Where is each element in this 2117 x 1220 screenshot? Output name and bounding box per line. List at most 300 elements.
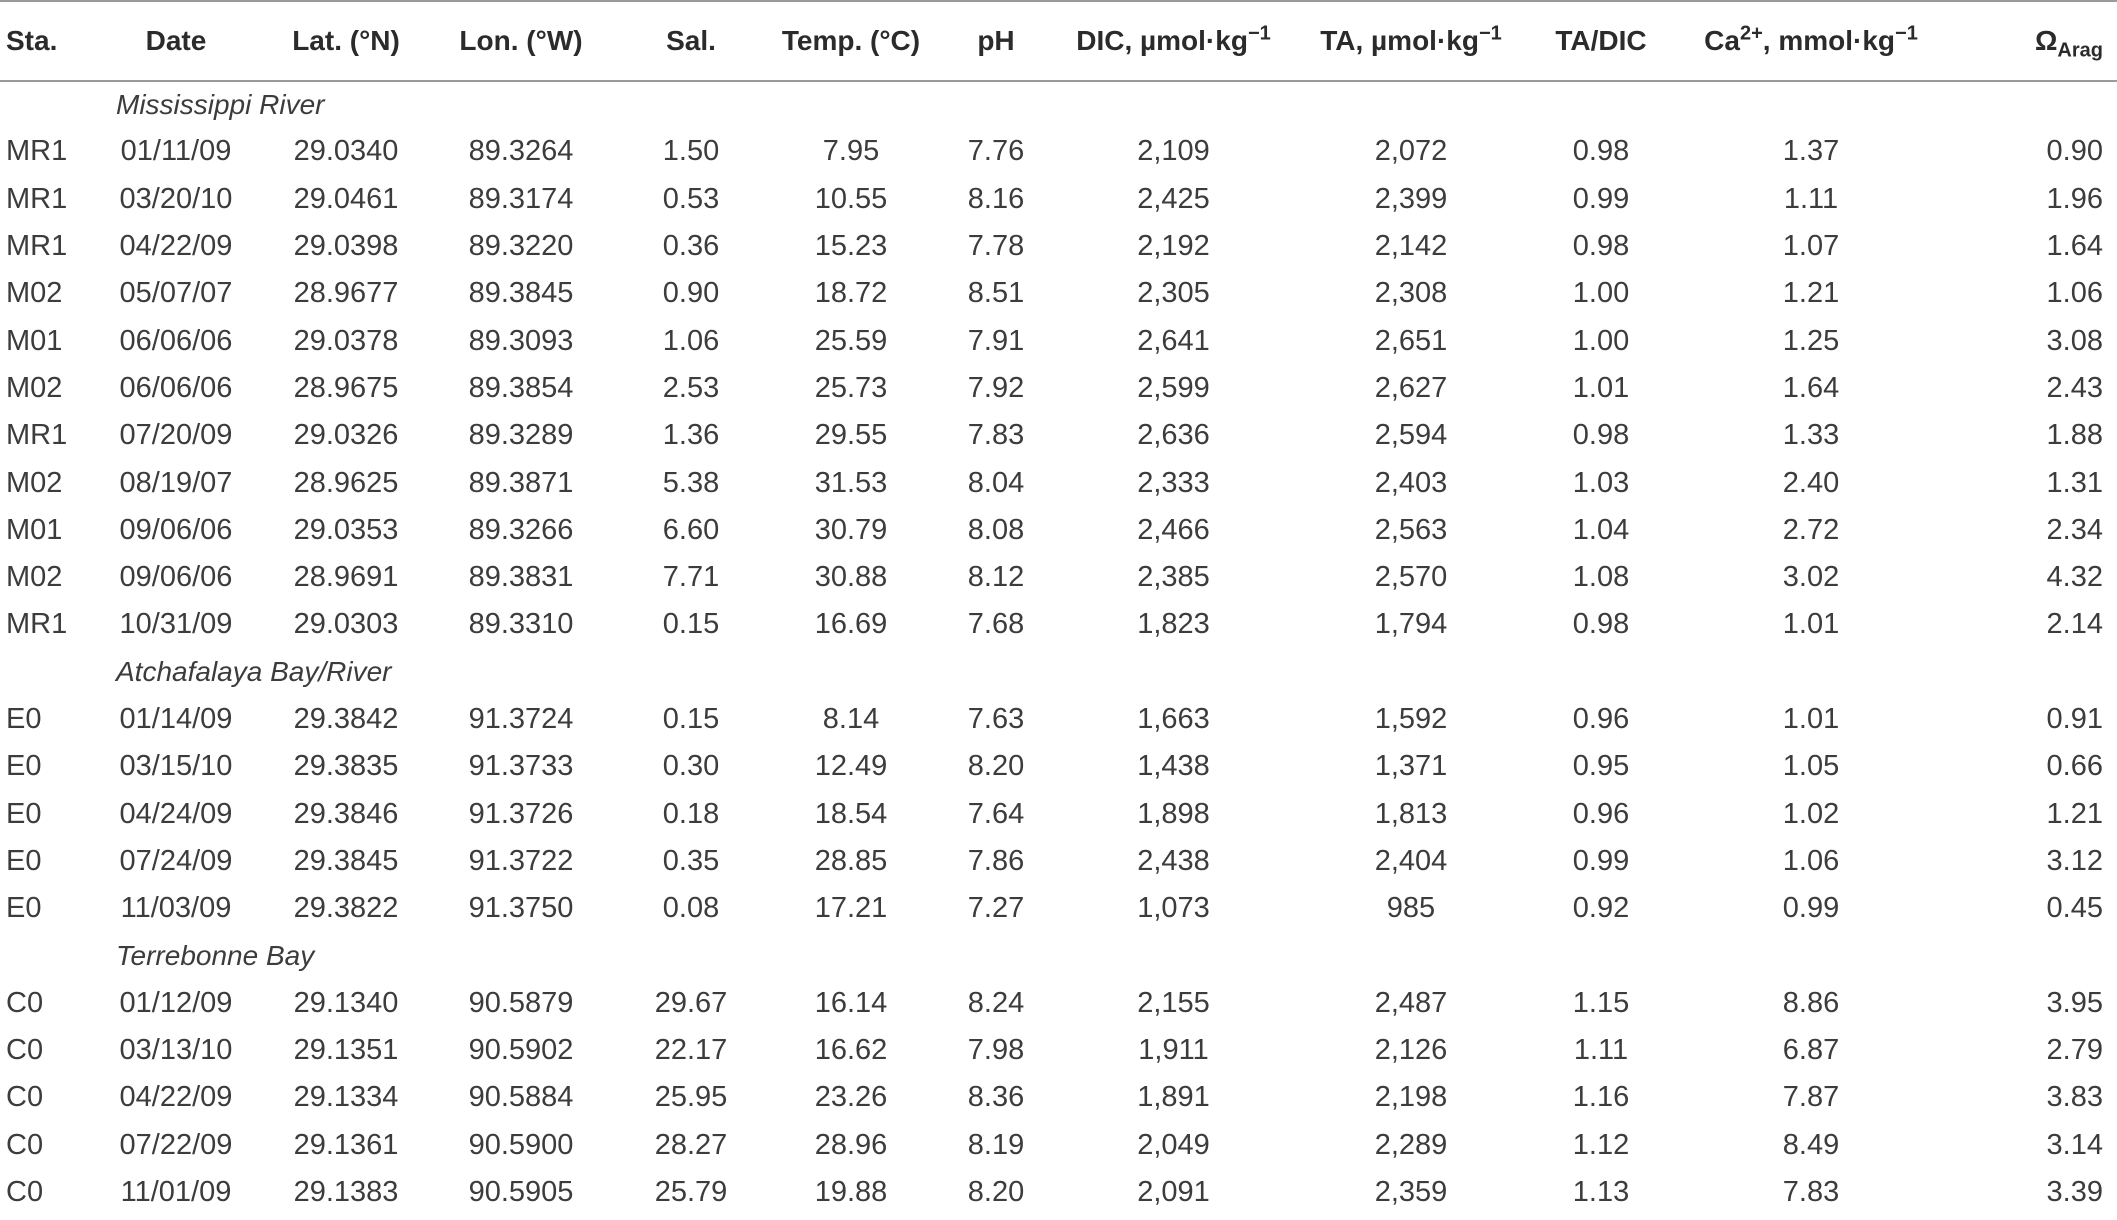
cell-date: 04/22/09	[119, 1081, 233, 1114]
cell-temp: 16.62	[814, 1034, 888, 1067]
cell-date: 07/20/09	[119, 419, 233, 452]
cell-ta-dic: 0.98	[1572, 230, 1630, 263]
header-dic	[1056, 1, 1291, 81]
cell-dic: 2,305	[1137, 277, 1210, 310]
cell-temp: 17.21	[814, 892, 888, 925]
cell-sta: C0	[6, 986, 44, 1019]
cell-lon: 89.3831	[468, 561, 574, 594]
cell-lat: 29.3846	[293, 797, 399, 830]
header-ca	[1671, 1, 1951, 81]
header-date	[86, 1, 266, 81]
header-ta-dic-text: TA/DIC	[1555, 25, 1647, 56]
cell-sta: MR1	[6, 419, 68, 452]
cell-lat: 29.3822	[293, 892, 399, 925]
header-ta	[1291, 1, 1531, 81]
section-row	[0, 649, 2117, 696]
table-row	[0, 365, 2117, 412]
cell-ta: 2,399	[1374, 182, 1448, 215]
cell-omega-arag: 3.14	[2046, 1128, 2103, 1161]
cell-ta-dic: 1.08	[1572, 561, 1630, 594]
cell-ta: 1,813	[1374, 797, 1448, 830]
cell-date: 11/01/09	[120, 1175, 232, 1208]
cell-lon: 91.3750	[468, 892, 574, 925]
cell-ta: 2,308	[1374, 277, 1448, 310]
section-spacer	[0, 932, 86, 979]
cell-date: 01/14/09	[119, 703, 233, 735]
cell-temp: 30.88	[814, 561, 888, 594]
cell-date: 03/15/10	[119, 750, 233, 783]
cell-lat: 28.9691	[293, 561, 399, 594]
cell-omega-arag: 3.83	[2046, 1081, 2103, 1114]
table-row	[0, 885, 2117, 932]
table-row	[0, 270, 2117, 317]
cell-dic: 1,663	[1137, 703, 1210, 735]
cell-ta-dic: 0.99	[1572, 182, 1630, 215]
cell-ca: 8.49	[1782, 1128, 1840, 1161]
cell-sal: 22.17	[654, 1034, 728, 1067]
cell-sal: 7.71	[662, 561, 720, 594]
section-title: Mississippi River	[116, 89, 325, 121]
cell-ta-dic: 1.03	[1572, 466, 1630, 499]
table-row	[0, 696, 2117, 743]
cell-ph: 8.24	[967, 986, 1025, 1019]
cell-ta-dic: 0.99	[1572, 844, 1630, 877]
header-lon-text: Lon. (°W)	[459, 25, 583, 56]
cell-temp: 19.88	[814, 1175, 888, 1208]
cell-lat: 29.0378	[293, 324, 399, 357]
table-row	[0, 1122, 2117, 1169]
cell-dic: 2,192	[1137, 230, 1210, 263]
cell-date: 04/24/09	[119, 797, 233, 830]
header-omega-arag-text: Ω	[2034, 25, 2058, 56]
cell-date: 04/22/09	[119, 230, 233, 263]
cell-temp: 31.53	[814, 466, 888, 499]
cell-lon: 89.3220	[468, 230, 574, 263]
cell-ta: 2,563	[1374, 513, 1448, 546]
cell-sta: M02	[6, 561, 63, 594]
cell-ta: 1,794	[1374, 608, 1448, 641]
cell-omega-arag: 0.66	[2046, 750, 2103, 783]
cell-lon: 89.3093	[468, 324, 574, 357]
cell-dic: 1,438	[1137, 750, 1210, 783]
cell-ta-dic: 1.15	[1572, 986, 1630, 1019]
cell-ca: 1.37	[1782, 135, 1840, 168]
header-lon	[426, 1, 616, 81]
cell-lat: 29.3845	[293, 844, 399, 877]
table-row	[0, 554, 2117, 601]
cell-ta-dic: 0.95	[1572, 750, 1630, 783]
cell-ta: 2,072	[1374, 135, 1448, 168]
cell-lon: 91.3726	[468, 797, 574, 830]
cell-ph: 8.16	[967, 182, 1025, 215]
cell-ta-dic: 0.96	[1572, 703, 1630, 735]
cell-ta-dic: 0.96	[1572, 797, 1630, 830]
cell-omega-arag: 2.43	[2046, 371, 2103, 404]
cell-sta: E0	[6, 750, 42, 783]
cell-ta-dic: 0.98	[1572, 608, 1630, 641]
cell-sal: 0.08	[662, 892, 720, 925]
cell-lon: 89.3174	[468, 182, 574, 215]
cell-temp: 8.14	[822, 703, 880, 735]
header-date-text: Date	[145, 25, 207, 56]
cell-sal: 0.53	[662, 182, 720, 215]
cell-sta: MR1	[6, 608, 68, 641]
cell-temp: 18.72	[814, 277, 888, 310]
table-row	[0, 317, 2117, 364]
cell-sta: M02	[6, 277, 63, 310]
header-sal	[616, 1, 766, 81]
cell-ca: 0.99	[1782, 892, 1840, 925]
table-row	[0, 412, 2117, 459]
cell-ta-dic: 0.98	[1572, 135, 1630, 168]
cell-date: 09/06/06	[119, 561, 233, 594]
cell-ph: 8.20	[967, 750, 1025, 783]
cell-ph: 8.36	[967, 1081, 1025, 1114]
cell-ph: 8.04	[967, 466, 1025, 499]
cell-temp: 25.59	[814, 324, 888, 357]
cell-ca: 2.72	[1782, 513, 1840, 546]
cell-sta: MR1	[6, 230, 68, 263]
cell-date: 05/07/07	[119, 277, 233, 310]
cell-sta: M01	[6, 513, 63, 546]
cell-lon: 89.3845	[468, 277, 574, 310]
header-ca-sup: −1	[1895, 22, 1918, 45]
cell-ca: 1.06	[1782, 844, 1840, 877]
cell-sta: E0	[6, 703, 42, 735]
cell-sta: C0	[6, 1081, 44, 1114]
cell-date: 07/22/09	[119, 1128, 233, 1161]
cell-temp: 16.14	[814, 986, 888, 1019]
cell-dic: 1,898	[1137, 797, 1210, 830]
cell-date: 06/06/06	[119, 371, 233, 404]
cell-ph: 7.76	[967, 135, 1025, 168]
header-sal-text: Sal.	[666, 25, 716, 56]
cell-ca: 1.05	[1782, 750, 1840, 783]
cell-sta: E0	[6, 844, 42, 877]
cell-dic: 1,911	[1138, 1034, 1209, 1067]
cell-lon: 89.3264	[468, 135, 574, 168]
cell-omega-arag: 2.14	[2046, 608, 2103, 641]
table-row	[0, 980, 2117, 1027]
cell-ta: 2,627	[1374, 371, 1448, 404]
cell-ph: 7.64	[967, 797, 1025, 830]
cell-date: 03/20/10	[119, 182, 233, 215]
section-row	[0, 81, 2117, 128]
cell-ca: 7.83	[1782, 1175, 1840, 1208]
cell-sal: 2.53	[662, 371, 720, 404]
cell-omega-arag: 3.08	[2046, 324, 2103, 357]
cell-date: 08/19/07	[119, 466, 233, 499]
cell-ta: 2,198	[1374, 1081, 1448, 1114]
header-temp-text: Temp. (°C)	[781, 25, 921, 56]
cell-lon: 91.3733	[468, 750, 574, 783]
cell-ca: 1.64	[1782, 371, 1840, 404]
table-row	[0, 1074, 2117, 1121]
cell-ta: 2,142	[1374, 230, 1448, 263]
cell-lon: 90.5900	[468, 1128, 574, 1161]
cell-lat: 29.0326	[293, 419, 399, 452]
cell-sal: 5.38	[662, 466, 720, 499]
cell-ta-dic: 1.04	[1572, 513, 1630, 546]
cell-ta-dic: 1.16	[1572, 1081, 1630, 1114]
table-row	[0, 459, 2117, 506]
header-dic-sup: −1	[1247, 22, 1271, 45]
cell-lat: 29.0340	[293, 135, 399, 168]
cell-sal: 28.27	[654, 1128, 728, 1161]
cell-sal: 1.50	[662, 135, 720, 168]
cell-sta: C0	[6, 1128, 44, 1161]
cell-ta-dic: 1.00	[1572, 277, 1630, 310]
cell-dic: 2,641	[1137, 324, 1210, 357]
cell-ph: 7.98	[967, 1034, 1025, 1067]
header-ca-prefix-sup: 2+	[1739, 22, 1763, 45]
cell-ca: 7.87	[1782, 1081, 1840, 1114]
cell-ta: 2,594	[1374, 419, 1448, 452]
cell-lat: 28.9625	[293, 466, 399, 499]
cell-temp: 10.55	[814, 182, 888, 215]
cell-omega-arag: 2.34	[2046, 513, 2103, 546]
cell-ph: 8.51	[967, 277, 1025, 310]
cell-lon: 89.3266	[468, 513, 574, 546]
cell-ph: 7.27	[967, 892, 1025, 925]
cell-lat: 29.1361	[293, 1128, 399, 1161]
table-body	[0, 81, 2117, 1216]
header-lat-text: Lat. (°N)	[292, 25, 400, 56]
cell-sal: 0.30	[662, 750, 720, 783]
cell-sta: M01	[6, 324, 63, 357]
cell-lon: 90.5902	[468, 1034, 574, 1067]
cell-omega-arag: 1.06	[2046, 277, 2103, 310]
cell-sta: C0	[6, 1034, 44, 1067]
header-ph	[936, 1, 1056, 81]
cell-dic: 2,385	[1137, 561, 1210, 594]
cell-date: 10/31/09	[119, 608, 233, 641]
cell-ca: 8.86	[1782, 986, 1840, 1019]
cell-omega-arag: 2.79	[2046, 1034, 2103, 1067]
section-spacer	[0, 649, 86, 696]
cell-temp: 12.49	[814, 750, 888, 783]
cell-date: 07/24/09	[119, 844, 233, 877]
cell-ta-dic: 1.11	[1573, 1034, 1629, 1067]
cell-sta: E0	[6, 892, 42, 925]
cell-temp: 30.79	[814, 513, 888, 546]
cell-sal: 0.15	[662, 703, 720, 735]
cell-temp: 15.23	[814, 230, 888, 263]
cell-ph: 7.86	[967, 844, 1025, 877]
cell-ta: 1,592	[1374, 703, 1448, 735]
cell-sta: MR1	[6, 135, 68, 168]
cell-omega-arag: 1.96	[2046, 182, 2103, 215]
cell-dic: 2,636	[1137, 419, 1210, 452]
cell-ta: 2,487	[1374, 986, 1448, 1019]
cell-lat: 29.3835	[293, 750, 399, 783]
cell-dic: 2,049	[1137, 1128, 1210, 1161]
cell-ta-dic: 1.00	[1572, 324, 1630, 357]
cell-dic: 2,599	[1137, 371, 1210, 404]
cell-ph: 7.91	[967, 324, 1025, 357]
table-row	[0, 790, 2117, 837]
table-header	[0, 1, 2117, 81]
cell-ca: 1.07	[1782, 230, 1840, 263]
header-omega-arag-sub: Arag	[2057, 39, 2103, 62]
cell-dic: 2,333	[1137, 466, 1210, 499]
cell-sta: M02	[6, 371, 63, 404]
cell-temp: 25.73	[814, 371, 888, 404]
cell-ta: 2,126	[1374, 1034, 1448, 1067]
cell-ta: 2,404	[1374, 844, 1448, 877]
cell-ca: 1.01	[1782, 703, 1840, 735]
cell-sta: E0	[6, 797, 42, 830]
cell-ca: 1.11	[1783, 182, 1839, 215]
cell-lon: 91.3722	[468, 844, 574, 877]
cell-ta-dic: 1.13	[1572, 1175, 1630, 1208]
cell-lat: 29.3842	[293, 703, 399, 735]
cell-sal: 1.36	[662, 419, 720, 452]
table-row	[0, 1169, 2117, 1216]
cell-ph: 8.12	[967, 561, 1025, 594]
cell-dic: 2,109	[1137, 135, 1210, 168]
table-row	[0, 176, 2117, 223]
cell-sal: 6.60	[662, 513, 720, 546]
cell-ph: 7.78	[967, 230, 1025, 263]
cell-omega-arag: 1.88	[2046, 419, 2103, 452]
section-row	[0, 932, 2117, 979]
cell-ph: 8.08	[967, 513, 1025, 546]
cell-lat: 28.9675	[293, 371, 399, 404]
cell-lon: 90.5905	[468, 1175, 574, 1208]
cell-lat: 29.0303	[293, 608, 399, 641]
header-row	[0, 1, 2117, 81]
cell-ca: 1.02	[1782, 797, 1840, 830]
cell-ph: 7.63	[967, 703, 1025, 735]
header-ca-prefix: Ca	[1704, 25, 1740, 56]
cell-ca: 1.21	[1782, 277, 1840, 310]
cell-lat: 29.0353	[293, 513, 399, 546]
cell-ca: 6.87	[1782, 1034, 1840, 1067]
cell-lat: 29.0398	[293, 230, 399, 263]
cell-ta-dic: 0.98	[1572, 419, 1630, 452]
cell-temp: 18.54	[814, 797, 888, 830]
cell-ca: 2.40	[1782, 466, 1840, 499]
cell-sta: C0	[6, 1175, 44, 1208]
cell-ca: 1.25	[1782, 324, 1840, 357]
cell-omega-arag: 3.12	[2046, 844, 2103, 877]
cell-date: 06/06/06	[119, 324, 233, 357]
cell-sal: 1.06	[662, 324, 720, 357]
cell-lon: 89.3310	[468, 608, 574, 641]
cell-omega-arag: 1.21	[2046, 797, 2103, 830]
cell-lon: 90.5884	[468, 1081, 574, 1114]
header-ph-text: pH	[977, 25, 1015, 56]
table-row	[0, 128, 2117, 175]
cell-dic: 2,466	[1137, 513, 1210, 546]
cell-ph: 7.68	[967, 608, 1025, 641]
header-sta	[0, 1, 86, 81]
cell-dic: 2,091	[1137, 1175, 1210, 1208]
cell-ta: 2,359	[1374, 1175, 1448, 1208]
section-title: Terrebonne Bay	[116, 939, 315, 971]
section-title: Atchafalaya Bay/River	[116, 656, 392, 688]
cell-lat: 29.1334	[293, 1081, 399, 1114]
cell-sal: 25.79	[654, 1175, 728, 1208]
cell-omega-arag: 0.45	[2046, 892, 2103, 925]
cell-omega-arag: 3.95	[2046, 986, 2103, 1019]
cell-sal: 29.67	[654, 986, 728, 1019]
cell-ph: 8.20	[967, 1175, 1025, 1208]
cell-ta: 985	[1386, 892, 1436, 925]
cell-lon: 91.3724	[468, 703, 574, 735]
cell-omega-arag: 1.31	[2046, 466, 2103, 499]
cell-sal: 25.95	[654, 1081, 728, 1114]
table-row	[0, 838, 2117, 885]
cell-sal: 0.18	[662, 797, 720, 830]
cell-sal: 0.35	[662, 844, 720, 877]
cell-sta: M02	[6, 466, 63, 499]
cell-date: 09/06/06	[119, 513, 233, 546]
cell-temp: 16.69	[814, 608, 888, 641]
header-temp	[766, 1, 936, 81]
cell-sal: 0.90	[662, 277, 720, 310]
cell-ta: 2,403	[1374, 466, 1448, 499]
cell-omega-arag: 1.64	[2046, 230, 2103, 263]
header-omega-arag	[1951, 1, 2117, 81]
cell-sal: 0.15	[662, 608, 720, 641]
cell-sal: 0.36	[662, 230, 720, 263]
header-dic-text: DIC, µmol·kg	[1076, 25, 1248, 56]
cell-dic: 1,823	[1137, 608, 1210, 641]
cell-lon: 89.3871	[468, 466, 574, 499]
header-ta-text: TA, µmol·kg	[1320, 25, 1479, 56]
cell-lon: 89.3289	[468, 419, 574, 452]
cell-sta: MR1	[6, 182, 68, 215]
cell-ph: 7.83	[967, 419, 1025, 452]
cell-ta-dic: 1.12	[1572, 1128, 1630, 1161]
cell-omega-arag: 0.91	[2046, 703, 2103, 735]
header-ca-text: , mmol·kg	[1762, 25, 1896, 56]
table-row	[0, 1027, 2117, 1074]
cell-omega-arag: 3.39	[2046, 1175, 2103, 1208]
cell-ca: 1.33	[1782, 419, 1840, 452]
cell-temp: 7.95	[822, 135, 880, 168]
cell-ph: 7.92	[967, 371, 1025, 404]
cell-ta: 2,289	[1374, 1128, 1448, 1161]
cell-lon: 90.5879	[468, 986, 574, 1019]
table-row	[0, 743, 2117, 790]
cell-lat: 29.1383	[293, 1175, 399, 1208]
cell-temp: 28.96	[814, 1128, 888, 1161]
cell-dic: 2,425	[1137, 182, 1210, 215]
cell-dic: 1,891	[1137, 1081, 1210, 1114]
cell-ca: 1.01	[1782, 608, 1840, 641]
header-ta-dic	[1531, 1, 1671, 81]
cell-ta: 2,570	[1374, 561, 1448, 594]
cell-lat: 28.9677	[293, 277, 399, 310]
cell-dic: 2,155	[1137, 986, 1210, 1019]
cell-lat: 29.1340	[293, 986, 399, 1019]
cell-ta: 2,651	[1374, 324, 1448, 357]
cell-ph: 8.19	[967, 1128, 1025, 1161]
cell-omega-arag: 4.32	[2046, 561, 2103, 594]
cell-date: 01/12/09	[119, 986, 233, 1019]
cell-date: 03/13/10	[119, 1034, 233, 1067]
header-ta-sup: −1	[1478, 22, 1502, 45]
cell-dic: 1,073	[1137, 892, 1210, 925]
cell-ta-dic: 1.01	[1572, 371, 1630, 404]
cell-ta-dic: 0.92	[1572, 892, 1630, 925]
table-row	[0, 601, 2117, 648]
cell-lat: 29.0461	[293, 182, 399, 215]
cell-date: 01/11/09	[120, 135, 232, 168]
